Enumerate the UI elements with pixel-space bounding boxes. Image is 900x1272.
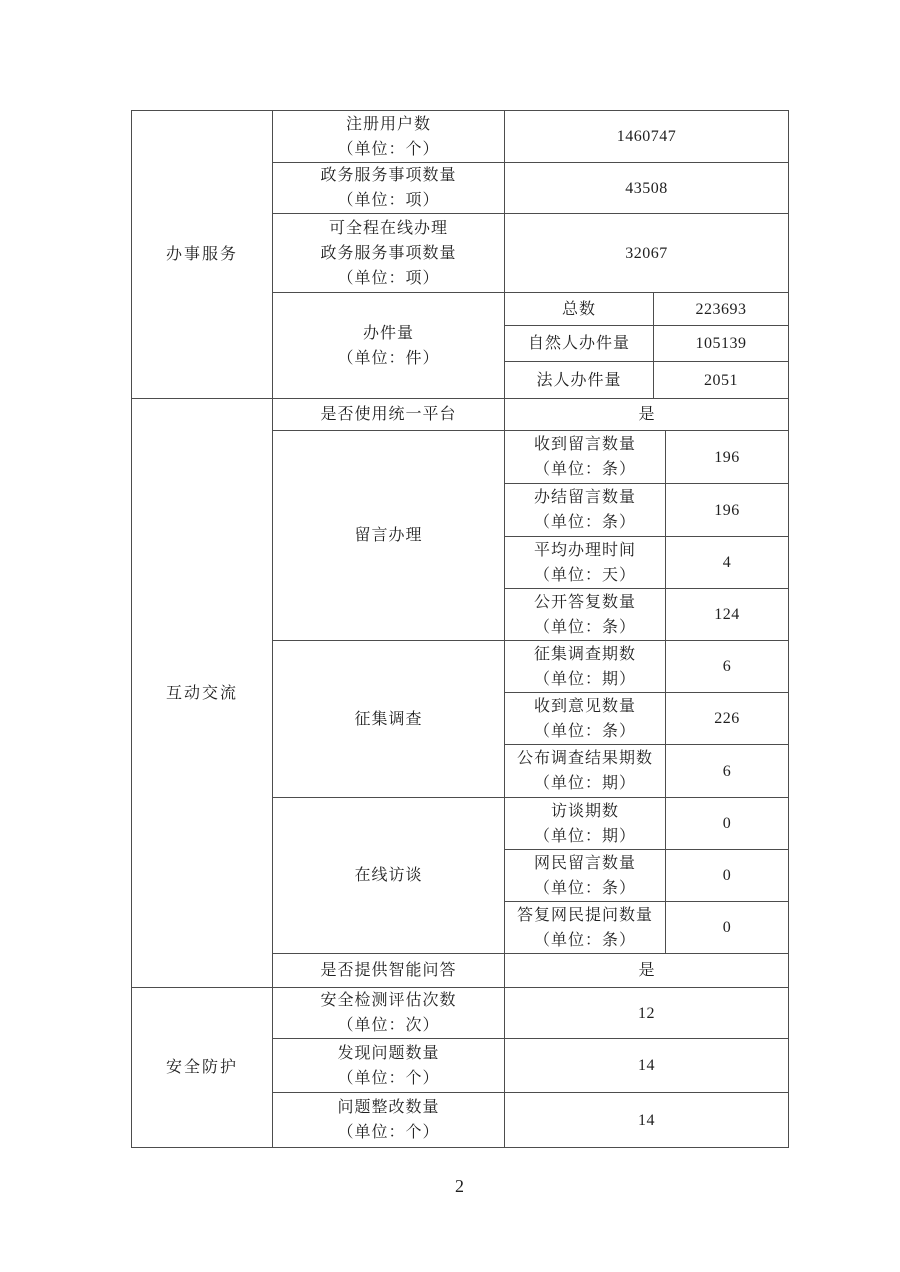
subitem-unit: （单位：条） bbox=[533, 722, 636, 740]
item-unit: （单位：项） bbox=[337, 192, 440, 209]
category-cell-security: 安全防护 bbox=[132, 988, 273, 1148]
subitem-label: 公布调查结果期数 bbox=[516, 750, 653, 767]
subitem-label: 网民留言数量 bbox=[533, 854, 636, 872]
value-cell-online-items: 32067 bbox=[505, 214, 789, 293]
subitem-unit: （单位：条） bbox=[533, 931, 636, 949]
item-unit: （单位：次） bbox=[337, 1017, 440, 1034]
subitem-label: 公开答复数量 bbox=[533, 593, 636, 611]
item-cell-unified-platform: 是否使用统一平台 bbox=[273, 399, 505, 431]
subitem-cell-public-replies bbox=[505, 589, 666, 641]
item-label-line2: 政务服务事项数量 bbox=[320, 244, 457, 262]
item-cell-smart-qa: 是否提供智能问答 bbox=[273, 954, 505, 988]
table-row bbox=[132, 111, 789, 163]
item-cell-registered-users bbox=[273, 111, 505, 163]
value-cell-messages-completed: 196 bbox=[666, 484, 789, 537]
item-cell-service-items bbox=[273, 163, 505, 214]
category-cell-service: 办事服务 bbox=[132, 111, 273, 399]
subitem-unit: （单位：期） bbox=[533, 670, 636, 688]
group-label: 办件量 bbox=[362, 324, 414, 342]
value-cell-survey-issues: 6 bbox=[666, 641, 789, 693]
value-cell-natural-person: 105139 bbox=[654, 326, 789, 362]
value-cell-opinions-received: 226 bbox=[666, 693, 789, 745]
subitem-unit: （单位：条） bbox=[533, 618, 636, 636]
subitem-cell-netizen-replies bbox=[505, 902, 666, 954]
subitem-unit: （单位：天） bbox=[533, 566, 636, 584]
subitem-cell-legal-person: 法人办件量 bbox=[505, 362, 654, 399]
item-label: 安全检测评估次数 bbox=[320, 992, 457, 1009]
subitem-label: 征集调查期数 bbox=[533, 645, 636, 663]
item-cell-online-items bbox=[273, 214, 505, 293]
item-unit: （单位：个） bbox=[337, 1069, 440, 1087]
subitem-label: 平均办理时间 bbox=[533, 541, 636, 559]
value-cell-total: 223693 bbox=[654, 293, 789, 326]
subitem-unit: （单位：条） bbox=[533, 461, 636, 478]
group-cell-online-interview: 在线访谈 bbox=[273, 798, 505, 954]
group-unit: （单位：件） bbox=[337, 349, 440, 367]
subitem-cell-interview-issues bbox=[505, 798, 666, 850]
table-row bbox=[132, 988, 789, 1039]
value-cell-netizen-messages: 0 bbox=[666, 850, 789, 902]
group-cell-message-handling: 留言办理 bbox=[273, 431, 505, 641]
subitem-cell-survey-results bbox=[505, 745, 666, 798]
subitem-label: 收到意见数量 bbox=[533, 697, 636, 715]
value-cell-netizen-replies: 0 bbox=[666, 902, 789, 954]
item-cell-problems-fixed bbox=[273, 1093, 505, 1148]
value-cell-problems-found: 14 bbox=[505, 1039, 789, 1093]
subitem-cell-messages-received bbox=[505, 431, 666, 484]
value-cell-security-checks: 12 bbox=[505, 988, 789, 1039]
value-cell-problems-fixed: 14 bbox=[505, 1093, 789, 1148]
annual-report-table bbox=[131, 110, 789, 1148]
subitem-unit: （单位：期） bbox=[533, 827, 636, 845]
item-label: 可全程在线办理 bbox=[328, 219, 448, 237]
subitem-cell-opinions-received bbox=[505, 693, 666, 745]
value-cell-unified-platform: 是 bbox=[505, 399, 789, 431]
value-cell-interview-issues: 0 bbox=[666, 798, 789, 850]
value-cell-avg-handling-time: 4 bbox=[666, 537, 789, 589]
item-unit: （单位：项） bbox=[337, 269, 440, 287]
subitem-cell-total: 总数 bbox=[505, 293, 654, 326]
subitem-label: 收到留言数量 bbox=[533, 436, 636, 453]
subitem-cell-survey-issues bbox=[505, 641, 666, 693]
page-number: 2 bbox=[455, 1176, 464, 1196]
value-cell-survey-results: 6 bbox=[666, 745, 789, 798]
item-cell-security-checks bbox=[273, 988, 505, 1039]
item-unit: （单位：个） bbox=[337, 140, 440, 158]
value-cell-legal-person: 2051 bbox=[654, 362, 789, 399]
item-unit: （单位：个） bbox=[337, 1124, 440, 1141]
subitem-unit: （单位：期） bbox=[533, 775, 636, 792]
value-cell-public-replies: 124 bbox=[666, 589, 789, 641]
subitem-label: 访谈期数 bbox=[550, 802, 619, 820]
item-cell-problems-found bbox=[273, 1039, 505, 1093]
subitem-cell-avg-handling-time bbox=[505, 537, 666, 589]
group-cell-case-volume bbox=[273, 293, 505, 399]
category-cell-interaction: 互动交流 bbox=[132, 399, 273, 988]
item-label: 注册用户数 bbox=[345, 115, 431, 133]
value-cell-service-items: 43508 bbox=[505, 163, 789, 214]
group-cell-survey: 征集调查 bbox=[273, 641, 505, 798]
item-label: 发现问题数量 bbox=[337, 1044, 440, 1062]
subitem-unit: （单位：条） bbox=[533, 514, 636, 531]
value-cell-registered-users: 1460747 bbox=[505, 111, 789, 163]
subitem-unit: （单位：条） bbox=[533, 879, 636, 897]
subitem-cell-netizen-messages bbox=[505, 850, 666, 902]
subitem-label: 答复网民提问数量 bbox=[516, 906, 653, 924]
subitem-label: 办结留言数量 bbox=[533, 489, 636, 506]
subitem-cell-natural-person: 自然人办件量 bbox=[505, 326, 654, 362]
subitem-cell-messages-completed bbox=[505, 484, 666, 537]
value-cell-messages-received: 196 bbox=[666, 431, 789, 484]
item-label: 问题整改数量 bbox=[337, 1099, 440, 1116]
item-label: 政务服务事项数量 bbox=[320, 167, 457, 184]
value-cell-smart-qa: 是 bbox=[505, 954, 789, 988]
table-row bbox=[132, 399, 789, 431]
